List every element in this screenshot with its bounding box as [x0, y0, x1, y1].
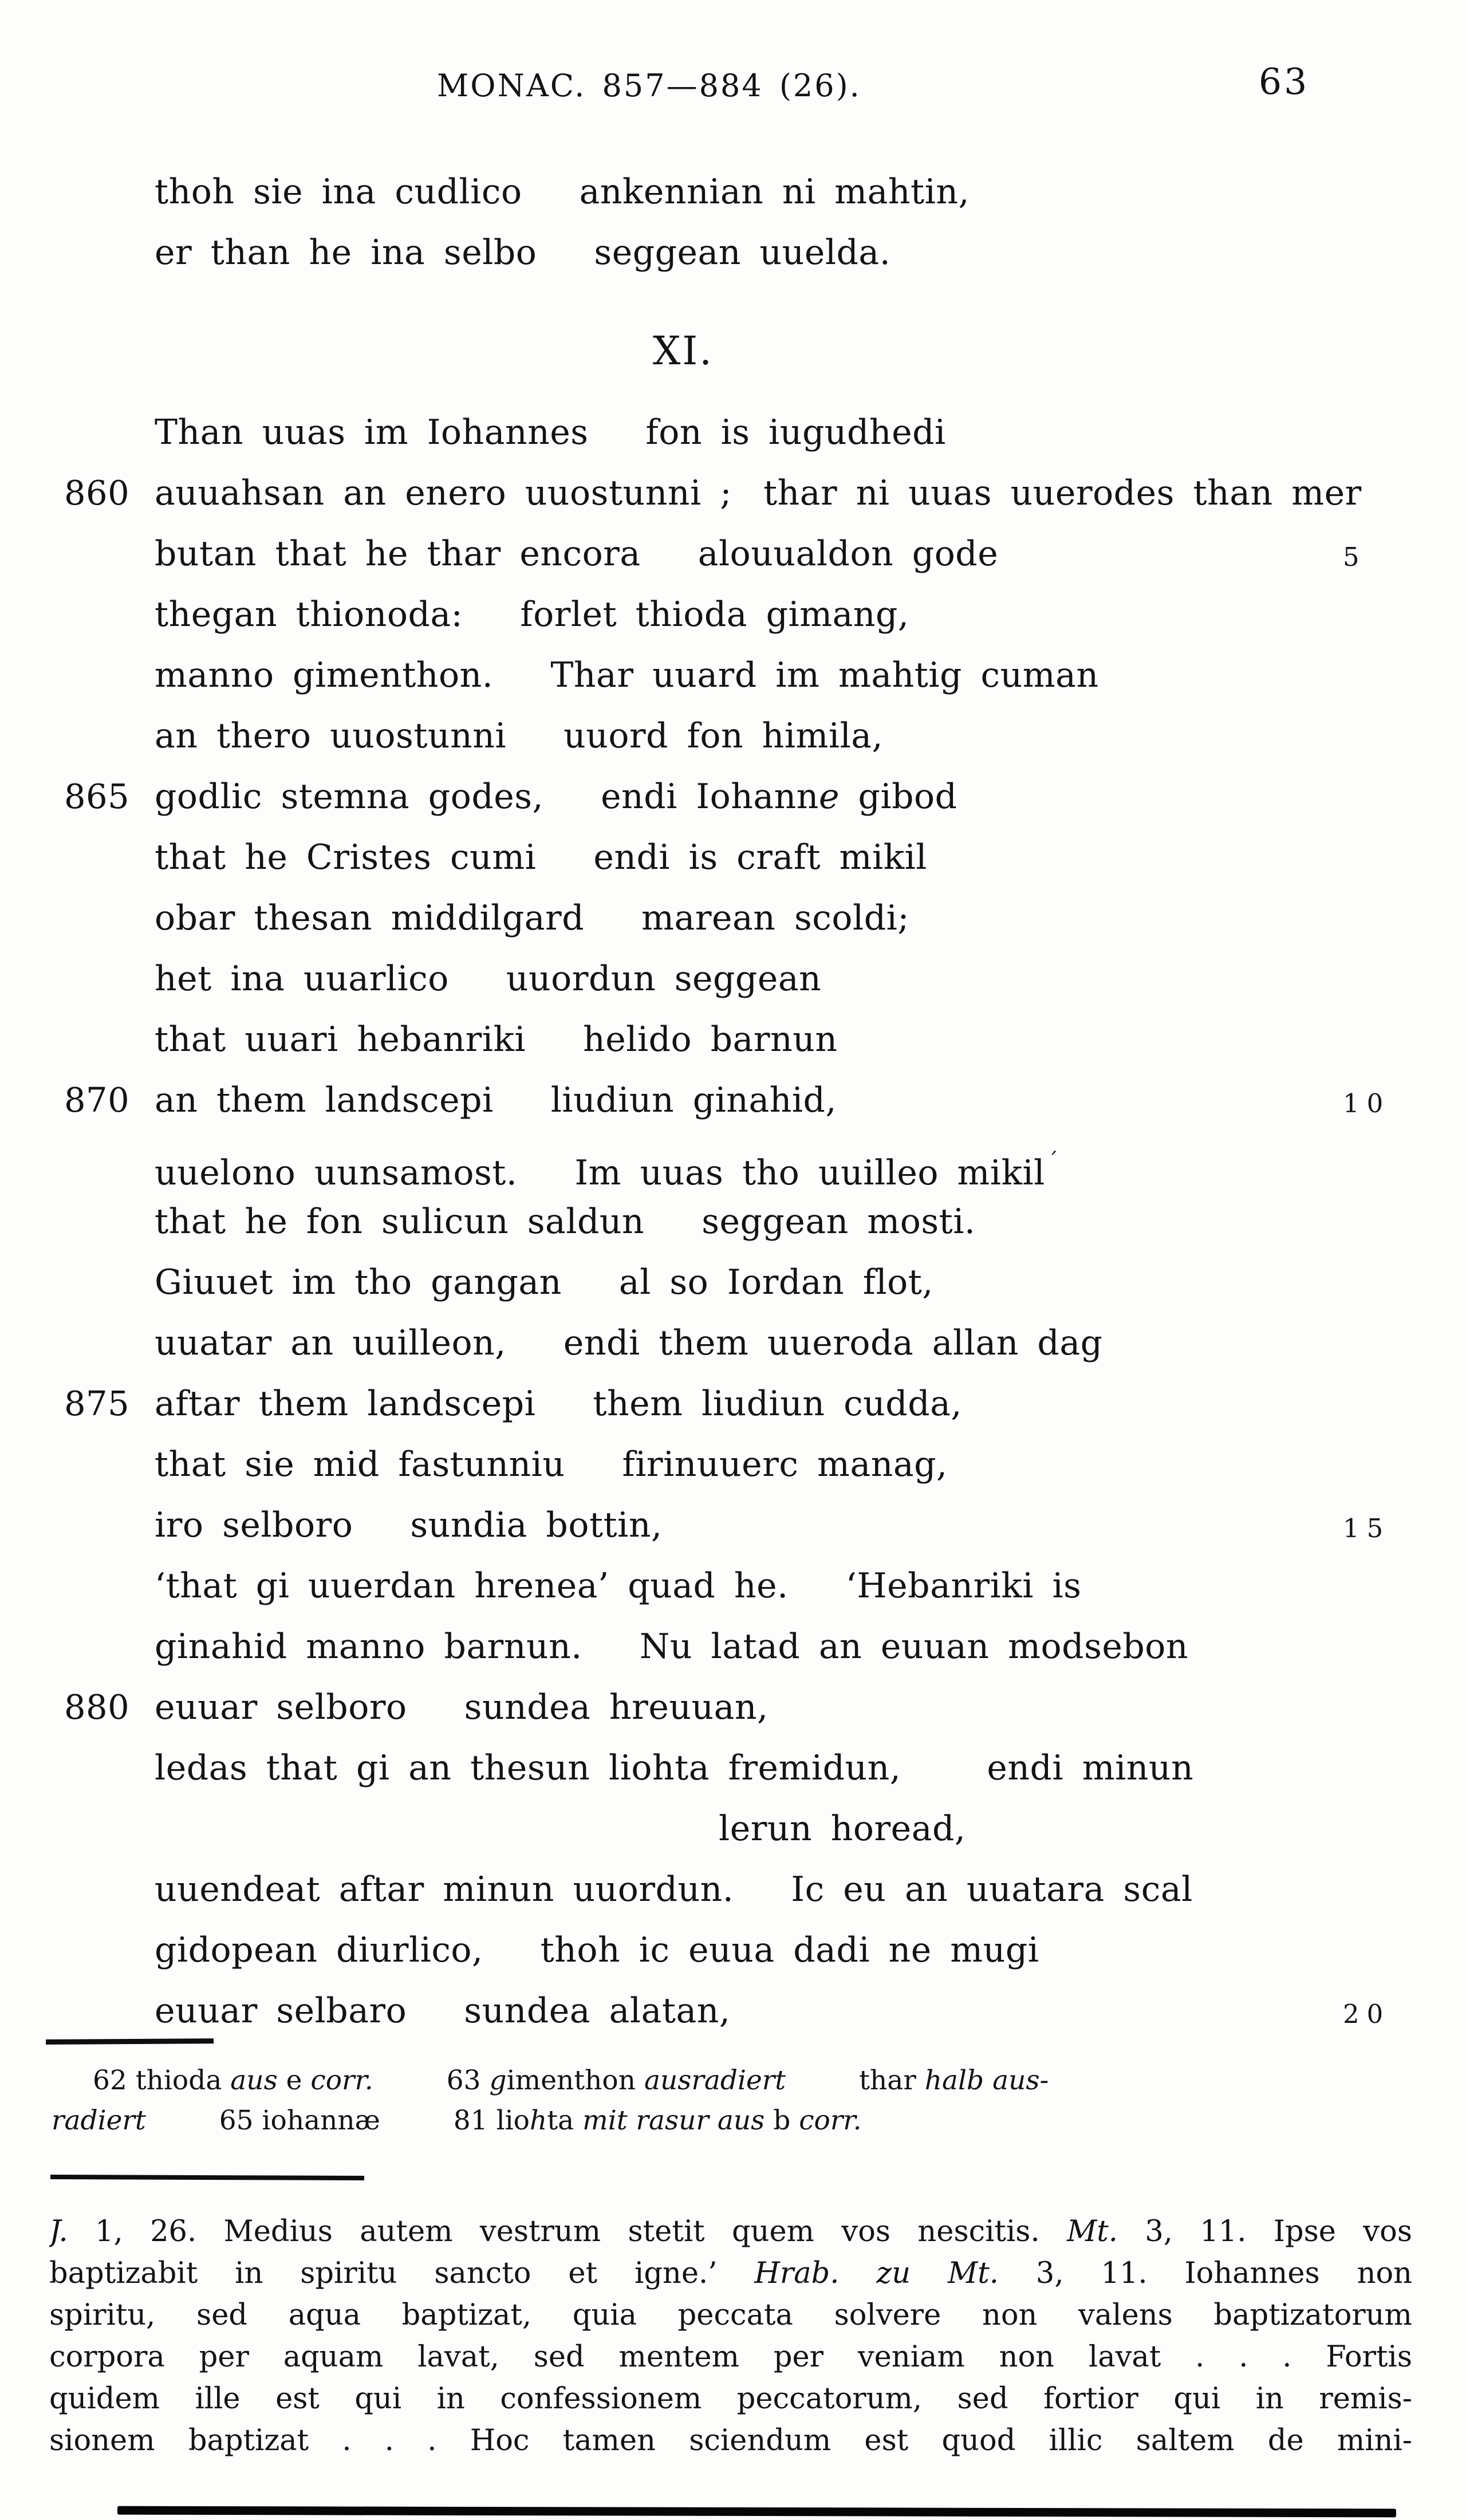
- verse-half-a: thegan thionoda:: [155, 594, 463, 635]
- verse-half-a: an them landscepi: [155, 1080, 494, 1120]
- verse-half-b: uuord fon himila,: [563, 716, 884, 756]
- verse-line: [0, 1252, 1466, 1313]
- verse-half-a: auuahsan an enero uuostunni ;: [155, 473, 732, 513]
- verse-half-a: gidopean diurlico,: [155, 1930, 483, 1970]
- source-citation: Mt.: [1067, 2215, 1118, 2249]
- verse-line: [0, 1980, 1466, 2041]
- verse-half-a: uuendeat aftar minun uuordun.: [155, 1869, 734, 1909]
- verse-line: [0, 1738, 1466, 1798]
- verse-half-b: Nu latad an euuan modsebon: [639, 1627, 1189, 1667]
- verse-line: [0, 523, 1466, 584]
- verse-half-a: euuar selbaro: [155, 1991, 407, 2031]
- verse-line: [0, 766, 1466, 827]
- verse-half-b: thoh ic euua dadi ne mugi: [540, 1930, 1039, 1970]
- verse-half-b: uuordun seggean: [506, 959, 822, 999]
- verse-line: [0, 1434, 1466, 1495]
- verse-half-a: uuelono uunsamost.: [155, 1153, 518, 1193]
- italic-letter: e: [818, 777, 840, 817]
- verse-half-b: sundea alatan,: [464, 1991, 731, 2031]
- verse-half-a: manno gimenthon.: [155, 655, 494, 695]
- verse-line: [0, 1859, 1466, 1920]
- verse-half-a: het ina uuarlico: [155, 959, 449, 999]
- verse-block: [0, 402, 1466, 2041]
- verse-half-b: Thar uuard im mahtig cuman: [550, 655, 1099, 695]
- verse-half-a: er than he ina selbo: [155, 233, 537, 273]
- verse-half-a: thoh sie ina cudlico: [155, 172, 522, 212]
- verse-half-b: ‘Hebanriki is: [845, 1566, 1082, 1606]
- verse-line: [0, 1373, 1466, 1434]
- verse-half-a: Giuuet im tho gangan: [155, 1262, 562, 1302]
- verse-half-a: that he Cristes cumi: [155, 837, 537, 877]
- fitte-line-number: 20: [1343, 1999, 1391, 2029]
- verse-line: [0, 948, 1466, 1009]
- verse-line: [0, 584, 1466, 645]
- verse-half-a: uuatar an uuilleon,: [155, 1323, 506, 1363]
- verse-half-a: that uuari hebanriki: [155, 1019, 526, 1060]
- verse-line: [0, 1313, 1466, 1373]
- verse-half-b: liudiun ginahid,: [550, 1080, 837, 1120]
- verse-half-a: obar thesan middilgard: [155, 898, 585, 938]
- verse-half-b: fon is iugudhedi: [645, 412, 946, 452]
- apparatus-line: radiert 65 iohannæ 81 liohta mit rasur aus b corr.: [52, 2105, 862, 2136]
- fitte-heading: XI.: [653, 329, 714, 374]
- verse-half-b: forlet thioda gimang,: [520, 594, 909, 635]
- verse-line: [0, 1009, 1466, 1070]
- verse-half-b: them liudiun cudda,: [593, 1384, 962, 1424]
- opening-couplet: [0, 162, 1466, 283]
- verse-half-a: ginahid manno barnun.: [155, 1627, 582, 1667]
- stray-ink-mark: ´: [1047, 1148, 1058, 1174]
- commentary-line: J. 1, 26. Medius autem vestrum stetit quem vos nescitis. Mt. 3, 11. Ipse vos: [49, 2215, 1412, 2249]
- verse-line: [0, 222, 1466, 283]
- italic-letter: g: [489, 2065, 507, 2096]
- verse-half-b: seggean uuelda.: [594, 233, 891, 273]
- verse-half-a: Than uuas im Iohannes: [155, 412, 589, 452]
- verse-line-number: 875: [64, 1384, 130, 1423]
- commentary-line: baptizabit in spiritu sancto et igne.’ Hrab. zu Mt. 3, 11. Iohannes non: [49, 2257, 1412, 2290]
- fitte-line-number: 10: [1343, 1088, 1391, 1119]
- verse-half-a: iro selboro: [155, 1505, 353, 1545]
- verse-line-number: 870: [64, 1080, 130, 1120]
- verse-half-b: alouualdon gode: [697, 534, 999, 574]
- apparatus-line: 62 thioda aus e corr. 63 gimenthon ausradiert thar halb aus-: [93, 2065, 1049, 2096]
- commentary-line: sionem baptizat . . . Hoc tamen sciendum est quod illic saltem de mini-: [49, 2424, 1412, 2458]
- verse-line: [0, 463, 1466, 523]
- verse-half-b: marean scoldi;: [641, 898, 910, 938]
- verse-half-a: godlic stemna godes,: [155, 777, 544, 817]
- verse-line-number: 880: [64, 1687, 130, 1727]
- verse-line-number: 865: [64, 777, 130, 816]
- verse-half-a: ‘that gi uuerdan hrenea’ quad he.: [155, 1566, 789, 1606]
- verse-half-a: that he fon sulicun saldun: [155, 1202, 645, 1242]
- verse-half-b: endi is craft mikil: [593, 837, 927, 877]
- verse-half-b: al so Iordan flot,: [618, 1262, 933, 1302]
- verse-line: [0, 1556, 1466, 1616]
- verse-line: [0, 1131, 1466, 1191]
- verse-line: [0, 1920, 1466, 1980]
- latin-commentary: [49, 2211, 1412, 2462]
- source-citation: Hrab. zu Mt.: [754, 2257, 999, 2290]
- verse-half-a: that sie mid fastunniu: [155, 1444, 565, 1485]
- verse-half-b: firinuuerc manag,: [622, 1444, 948, 1485]
- verse-line: [0, 402, 1466, 463]
- verse-half-b: ankennian ni mahtin,: [579, 172, 970, 212]
- fitte-line-number: 5: [1343, 542, 1367, 572]
- verse-line: [0, 1495, 1466, 1556]
- commentary-line: quidem ille est qui in confessionem peccatorum, sed fortior qui in remis-: [49, 2382, 1412, 2416]
- separator-rule-apparatus: [46, 2038, 214, 2045]
- verse-line: [0, 645, 1466, 706]
- verse-line: [0, 1798, 1466, 1859]
- verse-half-b: sundia bottin,: [410, 1505, 663, 1545]
- verse-half-a: ledas that gi an thesun liohta fremidun,: [155, 1748, 901, 1788]
- scan-edge-artifact: [117, 2506, 1396, 2518]
- source-citation: J.: [49, 2215, 68, 2249]
- running-title: MONAC. 857—884 (26).: [437, 68, 861, 104]
- verse-line: [0, 1616, 1466, 1677]
- commentary-line: corpora per aquam lavat, sed mentem per veniam non lavat . . . Fortis: [49, 2340, 1412, 2374]
- verse-line: [0, 706, 1466, 766]
- verse-half-b: Ic eu an uuatara scal: [791, 1869, 1193, 1909]
- verse-half-b: Im uuas tho uuilleo mikil: [574, 1153, 1045, 1193]
- verse-half-b: helido barnun: [583, 1019, 838, 1060]
- separator-rule-commentary: [50, 2175, 364, 2180]
- verse-half-b: lerun horead,: [719, 1809, 966, 1849]
- critical-apparatus: [52, 2061, 1413, 2141]
- fitte-line-number: 15: [1343, 1513, 1391, 1544]
- verse-half-b: thar ni uuas uuerodes than mer: [763, 473, 1362, 513]
- verse-line: [0, 888, 1466, 948]
- verse-line: [0, 162, 1466, 222]
- verse-line: [0, 1070, 1466, 1131]
- verse-half-b: seggean mosti.: [702, 1202, 976, 1242]
- verse-half-b: endi them uueroda allan dag: [563, 1323, 1103, 1363]
- verse-half-a: an thero uuostunni: [155, 716, 507, 756]
- verse-line-number: 860: [64, 473, 130, 513]
- verse-line: [0, 827, 1466, 888]
- verse-half-a: aftar them landscepi: [155, 1384, 536, 1424]
- verse-half-a: euuar selboro: [155, 1687, 407, 1727]
- page-number: 63: [1259, 61, 1310, 103]
- verse-line: [0, 1677, 1466, 1738]
- italic-letter: h: [529, 2105, 547, 2136]
- commentary-line: spiritu, sed aqua baptizat, quia peccata solvere non valens baptizatorum: [49, 2298, 1412, 2332]
- verse-line: [0, 1191, 1466, 1252]
- verse-half-a: butan that he thar encora: [155, 534, 641, 574]
- verse-half-b: endi minun: [987, 1748, 1194, 1788]
- verse-half-b: endi Iohanne gibod: [601, 777, 957, 817]
- verse-half-b: sundea hreuuan,: [464, 1687, 769, 1727]
